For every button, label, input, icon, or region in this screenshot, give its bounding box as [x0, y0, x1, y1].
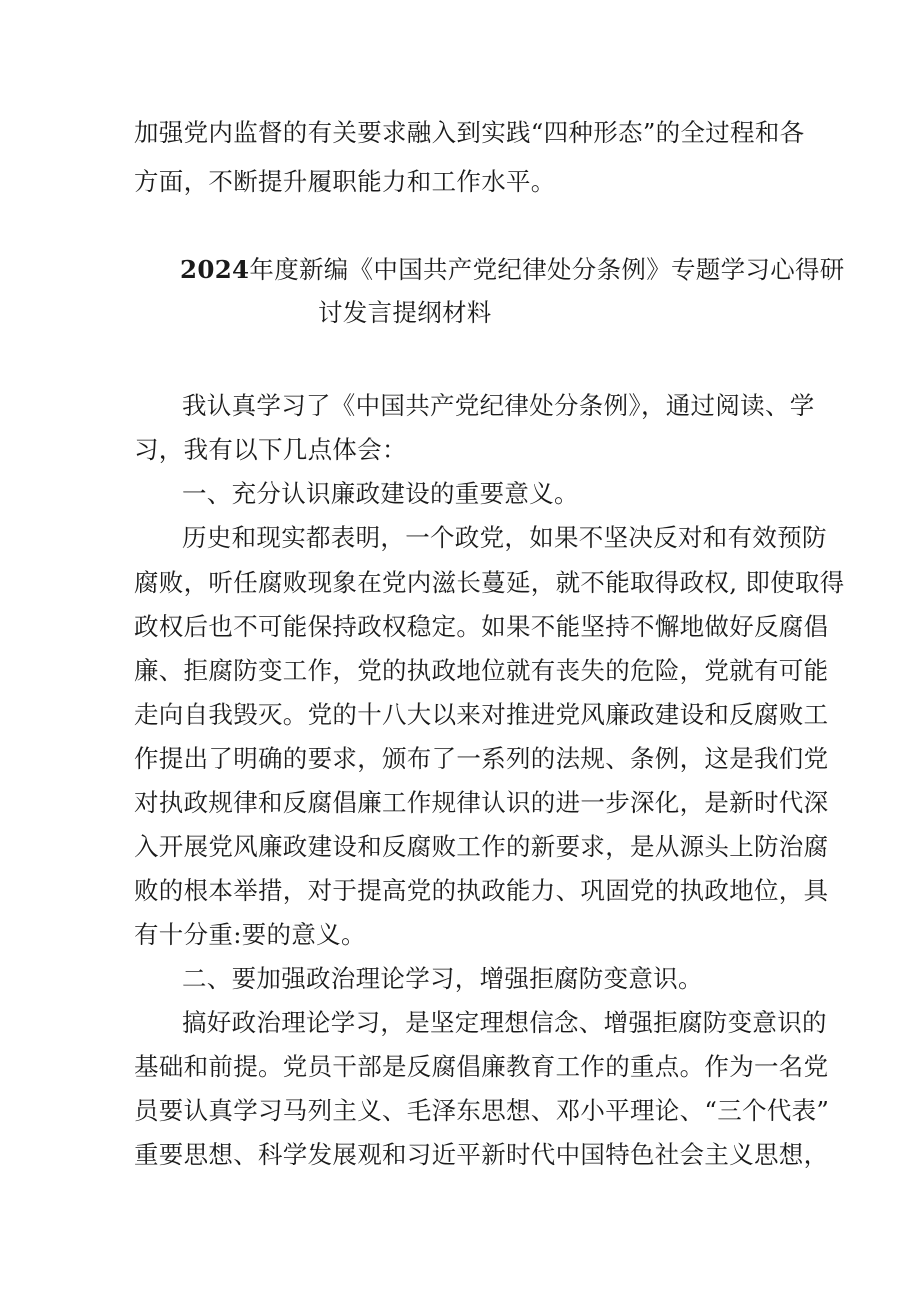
intro-line-2: 习，我有以下几点体会： — [134, 435, 407, 464]
body-2-line: 基础和前提。党员干部是反腐倡廉教育工作的重点。作为一名党 — [134, 1052, 829, 1081]
body-1-line: 廉、拒腐防变工作，党的执政地位就有丧失的危险，党就有可能 — [134, 656, 829, 685]
document-title-line-2: 讨发言提纲材料 — [318, 298, 492, 327]
body-1-line: 作提出了明确的要求，颁布了一系列的法规、条例，这是我们党 — [134, 744, 829, 773]
document-title-line-1 — [180, 252, 920, 288]
continued-line-2: 方面，不断提升履职能力和工作水平。 — [134, 167, 556, 196]
body-2-line: 重要思想、科学发展观和习近平新时代中国特色社会主义思想， — [134, 1140, 829, 1169]
section-heading-2: 二、要加强政治理论学习，增强拒腐防变意识。 — [182, 964, 703, 993]
title-year: 2024 — [180, 255, 250, 284]
body-1-line: 对执政规律和反腐倡廉工作规律认识的进一步深化，是新时代深 — [134, 788, 829, 817]
body-1-line: 败的根本举措，对于提高党的执政能力、巩固党的执政地位，具 — [134, 876, 829, 905]
body-1-line: 走向自我毁灭。党的十八大以来对推进党风廉政建设和反腐败工 — [134, 700, 829, 729]
body-1-line: 政权后也不可能保持政权稳定。如果不能坚持不懈地做好反腐倡 — [134, 612, 829, 641]
title-text: 年度新编《中国共产党纪律处分条例》专题学习心得研 — [249, 255, 845, 284]
section-heading-1: 一、充分认识廉政建设的重要意义。 — [182, 479, 579, 508]
continued-line-1: 加强党内监督的有关要求融入到实践“四种形态”的全过程和各 — [134, 118, 805, 147]
body-2-line: 搞好政治理论学习，是坚定理想信念、增强拒腐防变意识的 — [182, 1008, 827, 1037]
body-2-line: 员要认真学习马列主义、毛泽东思想、邓小平理论、“三个代表” — [134, 1096, 830, 1125]
body-1-line: 有十分重:要的意义。 — [134, 920, 366, 949]
body-1-line: 腐败，听任腐败现象在党内滋长蔓延，就不能取得政权, 即使取得 — [134, 568, 845, 597]
intro-line-1: 我认真学习了《中国共产党纪律处分条例》，通过阅读、学 — [182, 391, 815, 420]
body-1-line: 历史和现实都表明，一个政党，如果不坚决反对和有效预防 — [182, 523, 827, 552]
body-1-line: 入开展党风廉政建设和反腐败工作的新要求，是从源头上防治腐 — [134, 832, 829, 861]
